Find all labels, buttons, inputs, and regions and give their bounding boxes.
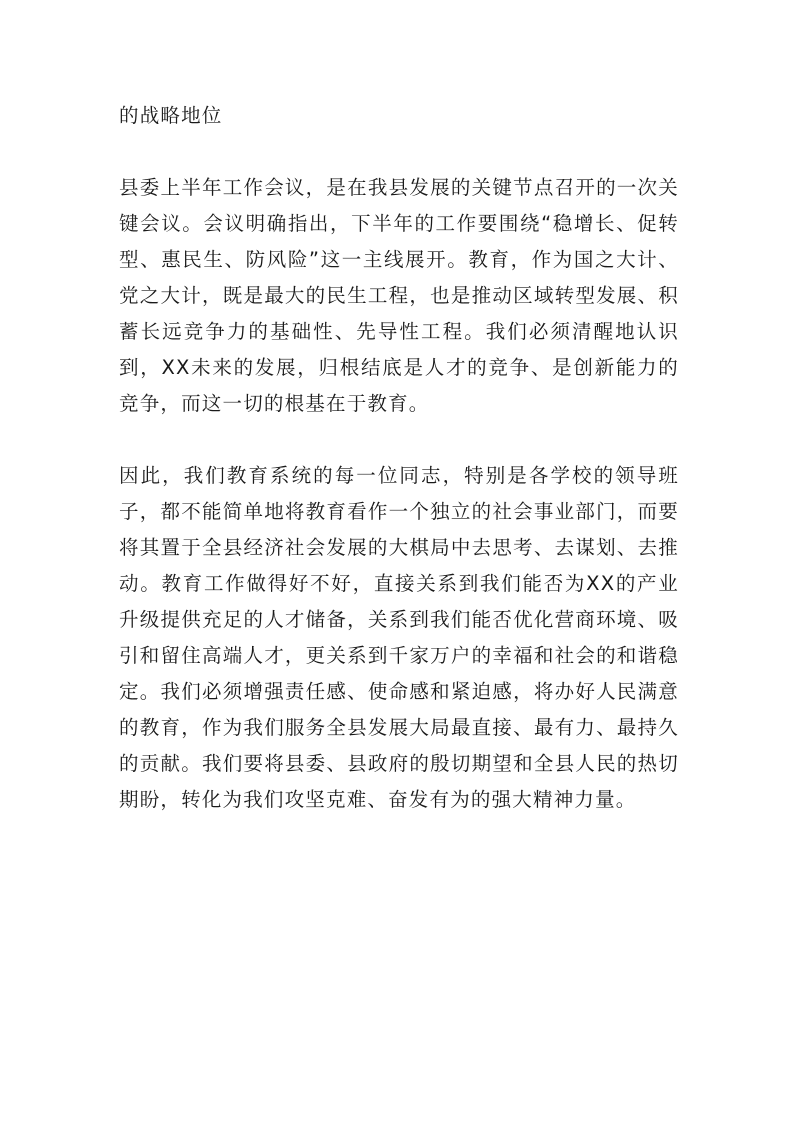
paragraph-gap (119, 422, 679, 458)
paragraph-gap (119, 134, 679, 170)
paragraph-2: 因此，我们教育系统的每一位同志，特别是各学校的领导班子，都不能简单地将教育看作一个独立的社会事业部门，而要将其置于全县经济社会发展的大棋局中去思考、去谋划、去推动。教育工作做得好不好，直接关系到我们能否为XX的产业升级提供充足的人才储备，关系到我们能否优化营商环境、吸引和留住高端人才，更关系到千家万户的幸福和社会的和谐稳定。我们必须增强责任感、使命感和紧迫感，将办好人民满意的教育，作为我们服务全县发展大局最直接、最有力、最持久的贡献。我们要将县委、县政府的殷切期望和全县人民的热切期盼，转化为我们攻坚克难、奋发有为的强大精神力量。 (119, 464, 679, 811)
paragraph-1: 县委上半年工作会议，是在我县发展的关键节点召开的一次关键会议。会议明确指出，下半年的工作要围绕“稳增长、促转型、惠民生、防风险”这一主线展开。教育，作为国之大计、党之大计，既是最大的民生工程，也是推动区域转型发展、积蓄长远竞争力的基础性、先导性工程。我们必须清醒地认识到，XX未来的发展，归根结底是人才的竞争、是创新能力的竞争，而这一切的根基在于教育。 (119, 176, 679, 415)
section-heading-tail: 的战略地位 (119, 104, 223, 127)
document-body (119, 98, 679, 818)
